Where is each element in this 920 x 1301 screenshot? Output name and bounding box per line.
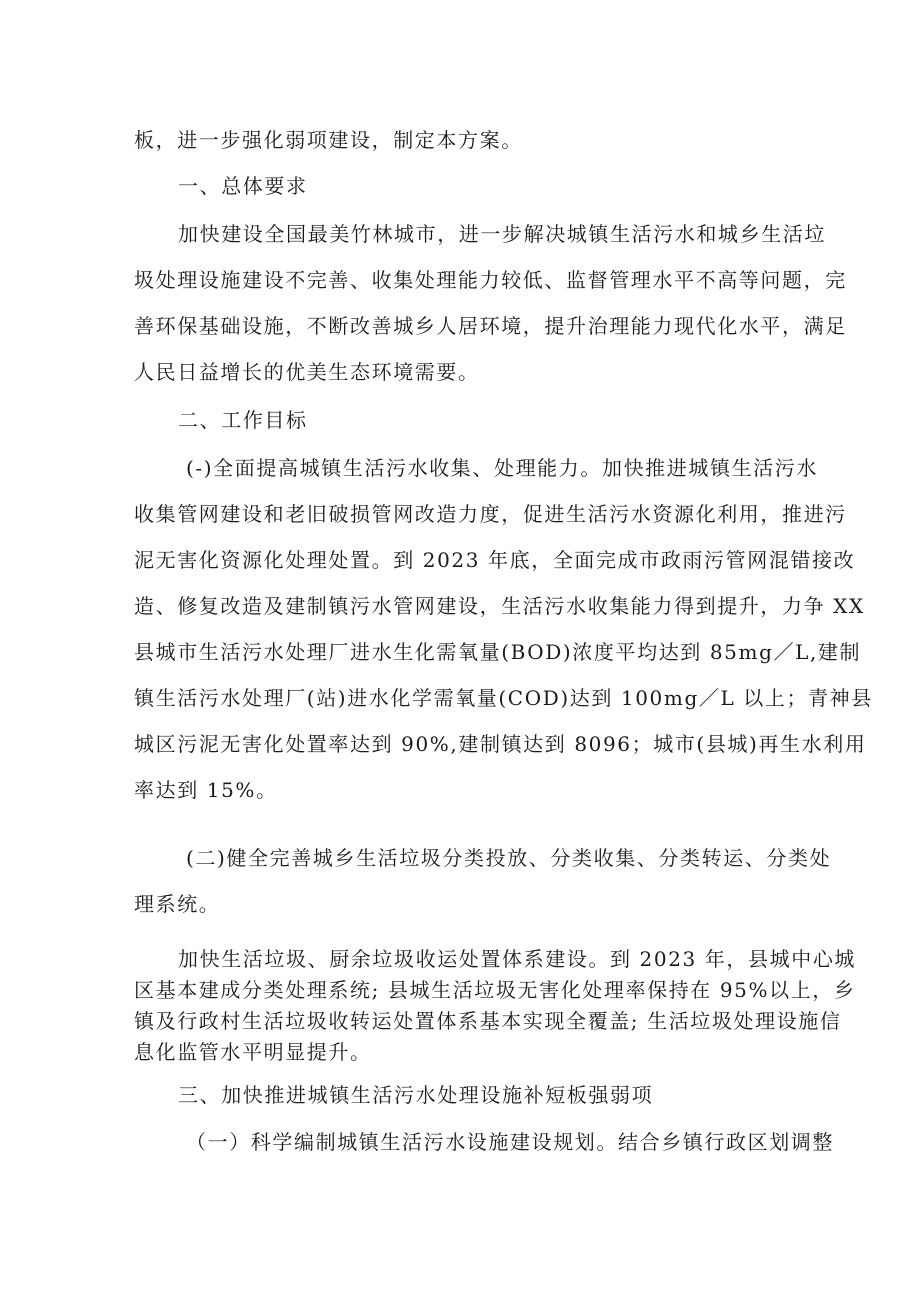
paragraph-line: 善环保基础设施，不断改善城乡人居环境，提升治理能力现代化水平，满足 <box>134 314 847 338</box>
paragraph-line: 理系统。 <box>134 892 221 916</box>
section-heading-overall-requirements: 一、总体要求 <box>178 174 308 198</box>
paragraph-line: （一）科学编制城镇生活污水设施建设规划。结合乡镇行政区划调整 <box>186 1130 834 1154</box>
paragraph-line: 区基本建成分类处理系统; 县城生活垃圾无害化处理率保持在 95%以上，乡 <box>134 978 856 1002</box>
paragraph-line: 收集管网建设和老旧破损管网改造力度，促进生活污水资源化利用，推进污 <box>134 502 847 526</box>
paragraph-line: 城区污泥无害化处置率达到 90%,建制镇达到 8096；城市(县城)再生水利用 <box>134 732 867 756</box>
paragraph-line: 县城市生活污水处理厂进水生化需氧量(BOD)浓度平均达到 85mg／L,建制 <box>134 640 862 664</box>
paragraph-line: 造、修复改造及建制镇污水管网建设，生活污水收集能力得到提升，力争 XX <box>134 594 865 618</box>
paragraph-line: (-)全面提高城镇生活污水收集、处理能力。加快推进城镇生活污水 <box>186 456 818 480</box>
paragraph-line: 加快建设全国最美竹林城市，进一步解决城镇生活污水和城乡生活垃 <box>178 222 826 246</box>
paragraph-line: 镇生活污水处理厂(站)进水化学需氧量(COD)达到 100mg／L 以上；青神县 <box>134 686 873 710</box>
paragraph-line: 人民日益增长的优美生态环境需要。 <box>134 360 480 384</box>
paragraph-line: 加快生活垃圾、厨余垃圾收运处置体系建设。到 2023 年，县城中心城 <box>178 947 857 971</box>
paragraph-line: 镇及行政村生活垃圾收转运处置体系基本实现全覆盖; 生活垃圾处理设施信 <box>134 1009 842 1033</box>
paragraph-line-intro-end: 板，进一步强化弱项建设，制定本方案。 <box>134 128 523 152</box>
section-heading-work-goals: 二、工作目标 <box>178 408 308 432</box>
paragraph-line: 率达到 15%。 <box>134 778 278 802</box>
paragraph-line: 息化监管水平明显提升。 <box>134 1040 372 1064</box>
section-heading-sewage-facilities: 三、加快推进城镇生活污水处理设施补短板强弱项 <box>178 1083 654 1107</box>
paragraph-line: (二)健全完善城乡生活垃圾分类投放、分类收集、分类转运、分类处 <box>186 846 832 870</box>
paragraph-line: 圾处理设施建设不完善、收集处理能力较低、监督管理水平不高等问题，完 <box>134 268 847 292</box>
paragraph-line: 泥无害化资源化处理处置。到 2023 年底，全面完成市政雨污管网混错接改 <box>134 548 856 572</box>
